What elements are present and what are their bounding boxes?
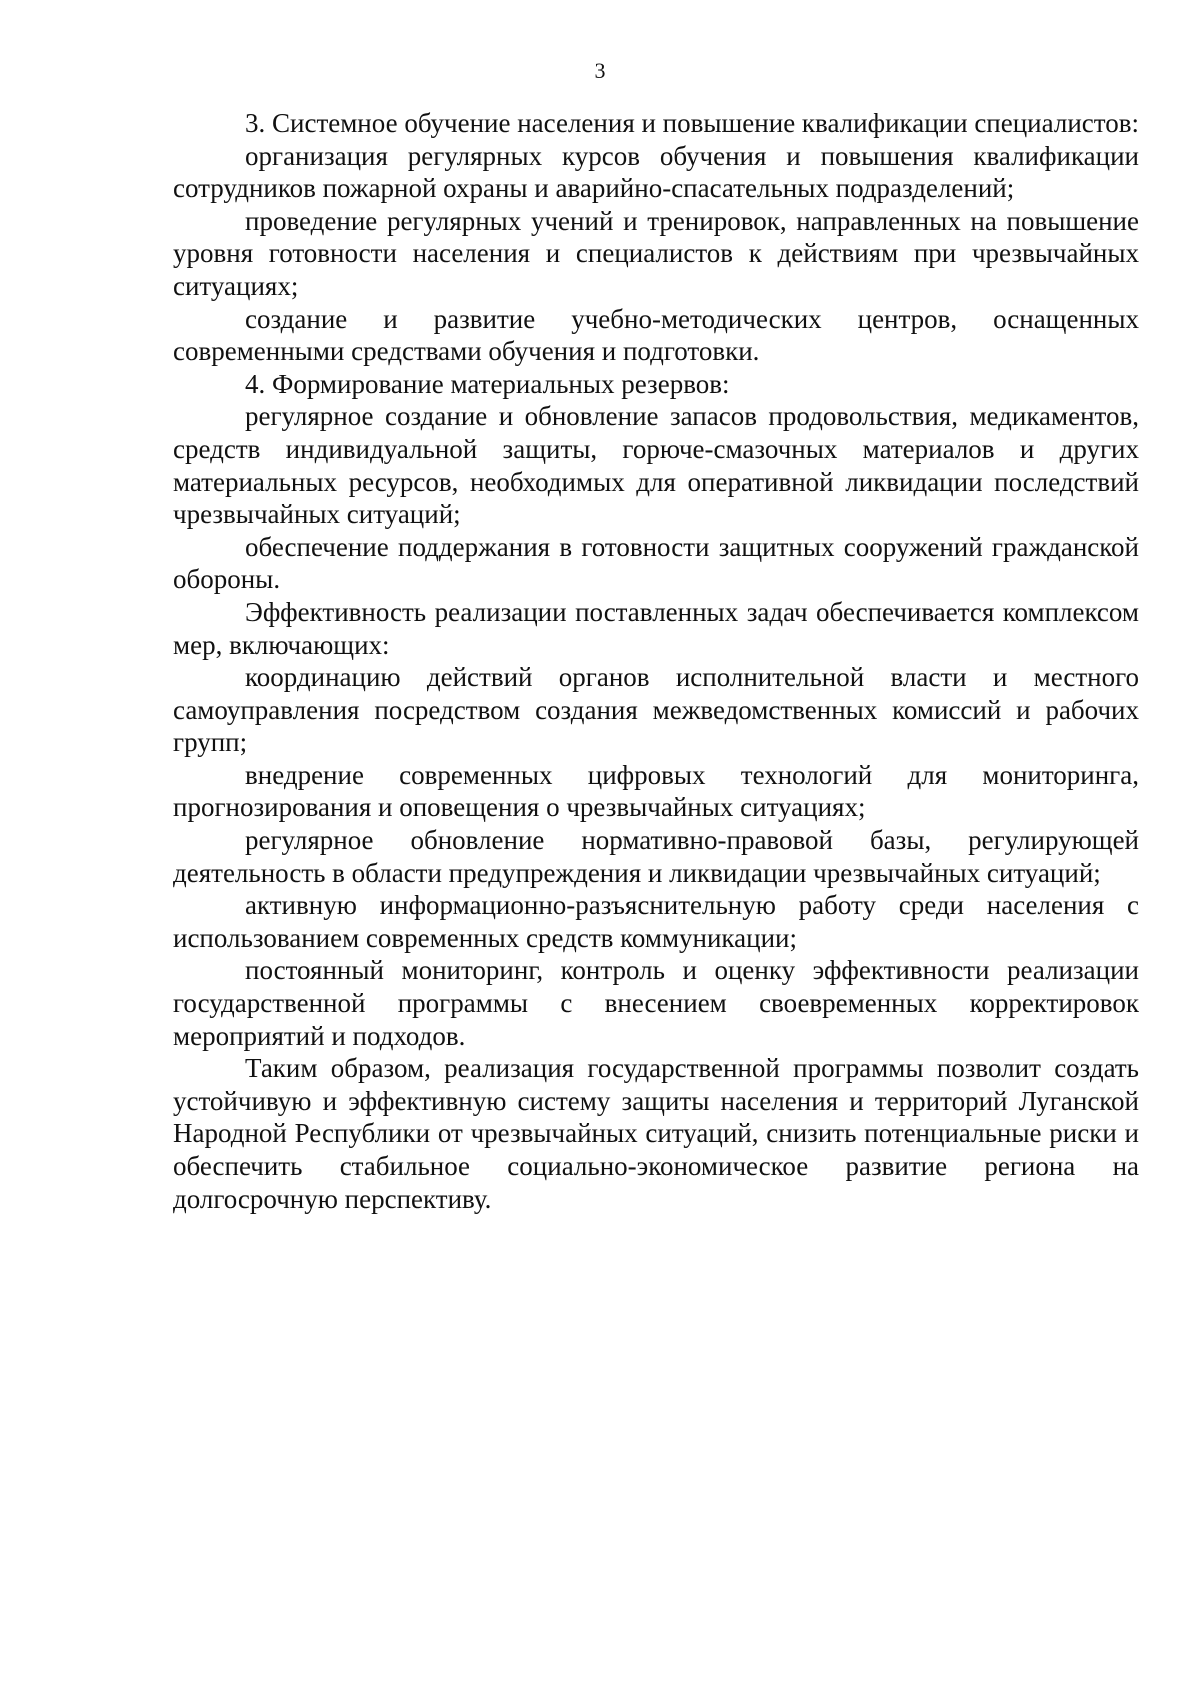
document-body xyxy=(173,107,1139,1215)
list-item-coordination: координацию действий органов исполнительной власти и местного самоуправления посредством создания межведомственных комиссий и рабочих групп; xyxy=(173,662,1139,758)
list-item-courses: организация регулярных курсов обучения и повышения квалификации сотрудников пожарной охраны и аварийно-спасательных подразделений; xyxy=(173,140,1139,204)
paragraph-conclusion: Таким образом, реализация государственной программы позволит создать устойчивую и эффективную систему защиты населения и территорий Луганской Народной Республики от чрезвычайных ситуаций, снизить потенциальные риски и обеспечить стабильное социально-экономическое развитие региона на долгосрочную перспективу. xyxy=(173,1053,1139,1214)
list-item-monitoring: постоянный мониторинг, контроль и оценку эффективности реализации государственной программы с внесением своевременных корректировок мероприятий и подходов. xyxy=(173,955,1139,1051)
list-item-outreach: активную информационно-разъяснительную работу среди населения с использованием современных средств коммуникации; xyxy=(173,890,1139,953)
page-number: 3 xyxy=(594,58,606,83)
list-item-training-centers: создание и развитие учебно-методических центров, оснащенных современными средствами обучения и подготовки. xyxy=(173,303,1139,367)
list-item-regulation: регулярное обновление нормативно-правовой базы, регулирующей деятельность в области предупреждения и ликвидации чрезвычайных ситуаций; xyxy=(173,825,1139,888)
list-item-shelters: обеспечение поддержания в готовности защитных сооружений гражданской обороны. xyxy=(173,531,1139,595)
section-heading-reserves: 4. Формирование материальных резервов: xyxy=(245,368,730,399)
section-heading-training: 3. Системное обучение населения и повышение квалификации специалистов: xyxy=(245,108,1139,138)
list-item-digital-tech: внедрение современных цифровых технологий для мониторинга, прогнозирования и оповещения о чрезвычайных ситуациях; xyxy=(173,759,1139,823)
list-item-supplies: регулярное создание и обновление запасов продовольствия, медикаментов, средств индивидуальной защиты, горюче-смазочных материалов и других материальных ресурсов, необходимых для оперативной ликвидации последствий чрезвычайных ситуаций; xyxy=(173,401,1139,530)
list-item-exercises: проведение регулярных учений и тренировок, направленных на повышение уровня готовности населения и специалистов к действиям при чрезвычайных ситуациях; xyxy=(173,205,1139,301)
paragraph-effectiveness: Эффективность реализации поставленных задач обеспечивается комплексом мер, включающих: xyxy=(173,596,1139,660)
